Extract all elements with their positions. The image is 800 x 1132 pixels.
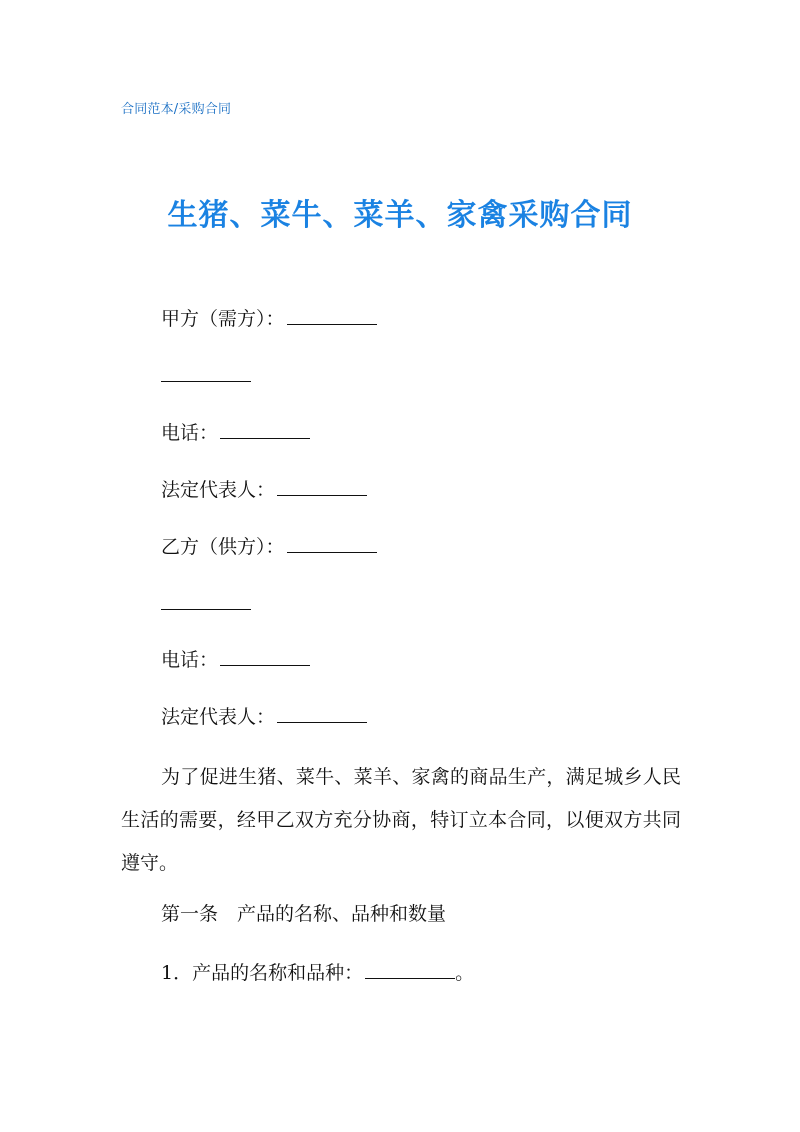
party-a-rep-blank (277, 477, 367, 496)
party-b-rep-label: 法定代表人： (161, 706, 276, 728)
page-title: 生猪、菜牛、菜羊、家禽采购合同 (167, 198, 633, 233)
party-b-phone-label: 电话： (161, 649, 219, 671)
breadcrumb[interactable]: 合同范本/采购合同 (121, 102, 232, 117)
party-b-extra-line (161, 590, 251, 618)
party-a-line (161, 305, 377, 333)
party-a-phone-label: 电话： (161, 422, 219, 444)
party-a-name-blank (287, 306, 377, 325)
party-a-phone-line (161, 419, 310, 447)
party-b-name-blank (287, 534, 377, 553)
party-b-rep-blank (277, 704, 367, 723)
article-1-item-1-end: 。 (455, 962, 475, 984)
party-b-line (161, 533, 377, 561)
article-1-heading: 第一条 产品的名称、品种和数量 (161, 903, 447, 925)
party-b-phone-line (161, 646, 310, 674)
party-b-label: 乙方（供方）： (161, 536, 285, 558)
party-b-rep-line (161, 703, 367, 731)
preamble-paragraph: 为了促进生猪、菜牛、菜羊、家禽的商品生产，满足城乡人民生活的需要，经甲乙双方充分协商，特订立本合同，以便双方共同遵守。 (121, 766, 681, 874)
article-1-item-1-label: 1．产品的名称和品种： (161, 962, 364, 984)
party-a-extra-blank (161, 363, 251, 382)
party-a-label: 甲方（需方）： (161, 308, 285, 330)
product-name-blank (365, 960, 455, 979)
party-a-rep-label: 法定代表人： (161, 479, 276, 501)
party-b-extra-blank (161, 591, 251, 610)
party-b-phone-blank (220, 647, 310, 666)
article-1-item-1 (161, 959, 474, 987)
party-a-phone-blank (220, 420, 310, 439)
party-a-extra-line (161, 362, 251, 390)
party-a-rep-line (161, 476, 367, 504)
